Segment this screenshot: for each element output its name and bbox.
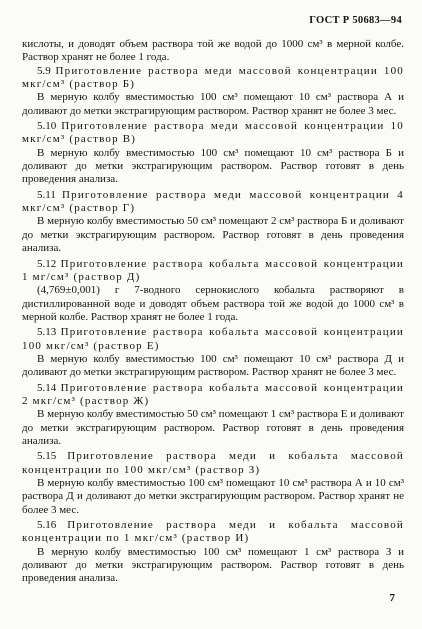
- section-title: Приготовление раствора меди массовой концентрации 100 мкг/см³ (раствор Б): [22, 64, 404, 91]
- section-heading-5-14: [22, 382, 404, 409]
- section-number: 5.14: [37, 381, 57, 394]
- section-number: 5.13: [37, 326, 57, 339]
- section-title: Приготовление раствора меди массовой концентрации 10 мкг/см³ (раствор В): [22, 120, 405, 146]
- section-body-5-13: В мерную колбу вместимостью 100 см³ помещают 10 см³ раствора Д и доливают до метки экстрагирующим раствором. Раствор хранят не более 3 мес.: [22, 352, 404, 379]
- section-number: 5.16: [37, 519, 57, 532]
- section-heading-5-11: [22, 189, 404, 216]
- section-number: 5.12: [37, 257, 57, 270]
- section-body-5-14: В мерную колбу вместимостью 50 см³ помещают 1 см³ раствора Е и доливают до метки экстрагирующим раствором. Раствор готовят в день проведения анализа.: [22, 408, 404, 447]
- section-heading-5-9: [22, 65, 404, 92]
- section-heading-5-13: [22, 326, 404, 353]
- section-number: 5.9: [37, 64, 51, 77]
- section-number: 5.10: [37, 120, 57, 133]
- page-number: 7: [389, 592, 395, 604]
- section-body-5-10: В мерную колбу вместимостью 100 см³ помещают 10 см³ раствора Б и доливают до метки экстрагирующим раствором. Раствор готовят в день проведения анализа.: [22, 146, 404, 186]
- section-body-5-11: В мерную колбу вместимостью 50 см³ помещают 2 см³ раствора Б и доливают до метки экстрагирующим раствором. Раствор готовят в день проведения анализа.: [22, 215, 404, 255]
- section-heading-5-10: [22, 120, 404, 147]
- section-body-5-9: В мерную колбу вместимостью 100 см³ помещают 10 см³ раствора А и доливают до метки экстрагирующим раствором. Раствор хранят не более 3 мес.: [22, 91, 404, 117]
- section-title: Приготовление раствора кобальта массовой концентрации 2 мкг/см³ (раствор Ж): [22, 381, 404, 407]
- section-title: Приготовление раствора меди и кобальта массовой концентрации по 1 мкг/см³ (раствор И): [22, 519, 405, 545]
- paragraph-continuation: кислоты, и доводят объем раствора той же водой до 1000 см³ в мерной колбе. Раствор хранят не более 1 года.: [22, 38, 404, 64]
- section-number: 5.15: [37, 450, 57, 463]
- document-body: [22, 38, 404, 586]
- section-heading-5-16: [22, 519, 404, 546]
- section-title: Приготовление раствора меди и кобальта массовой концентрации по 100 мкг/см³ (раствор З): [22, 450, 405, 476]
- section-title: Приготовление раствора меди массовой концентрации 4 мкг/см³ (раствор Г): [22, 188, 405, 215]
- section-body-5-16: В мерную колбу вместимостью 100 см³ помещают 1 см³ раствора З и доливают до метки экстрагирующим раствором. Раствор готовят в день проведения анализа.: [22, 545, 404, 585]
- section-heading-5-12: [22, 258, 404, 285]
- section-title: Приготовление раствора кобальта массовой концентрации 100 мкг/см³ (раствор Е): [22, 326, 404, 352]
- section-number: 5.11: [37, 188, 56, 201]
- section-body-5-15: В мерную колбу вместимостью 100 см³ помещают 10 см³ раствора А и 10 см³ раствора Д и доливают до метки экстрагирующим раствором. Раствор хранят не более 3 мес.: [22, 477, 404, 516]
- section-title: Приготовление раствора кобальта массовой концентрации 1 мг/см³ (раствор Д): [22, 257, 404, 283]
- page-header-standard-title: ГОСТ Р 50683—94: [309, 15, 402, 26]
- section-body-5-12: (4,769±0,001) г 7-водного сернокислого кобальта растворяют в дистиллированной воде и доводят объем раствора той же водой до 1000 см³ в мерной колбе. Раствор хранят не более 1 года.: [22, 284, 404, 323]
- section-heading-5-15: [22, 450, 404, 477]
